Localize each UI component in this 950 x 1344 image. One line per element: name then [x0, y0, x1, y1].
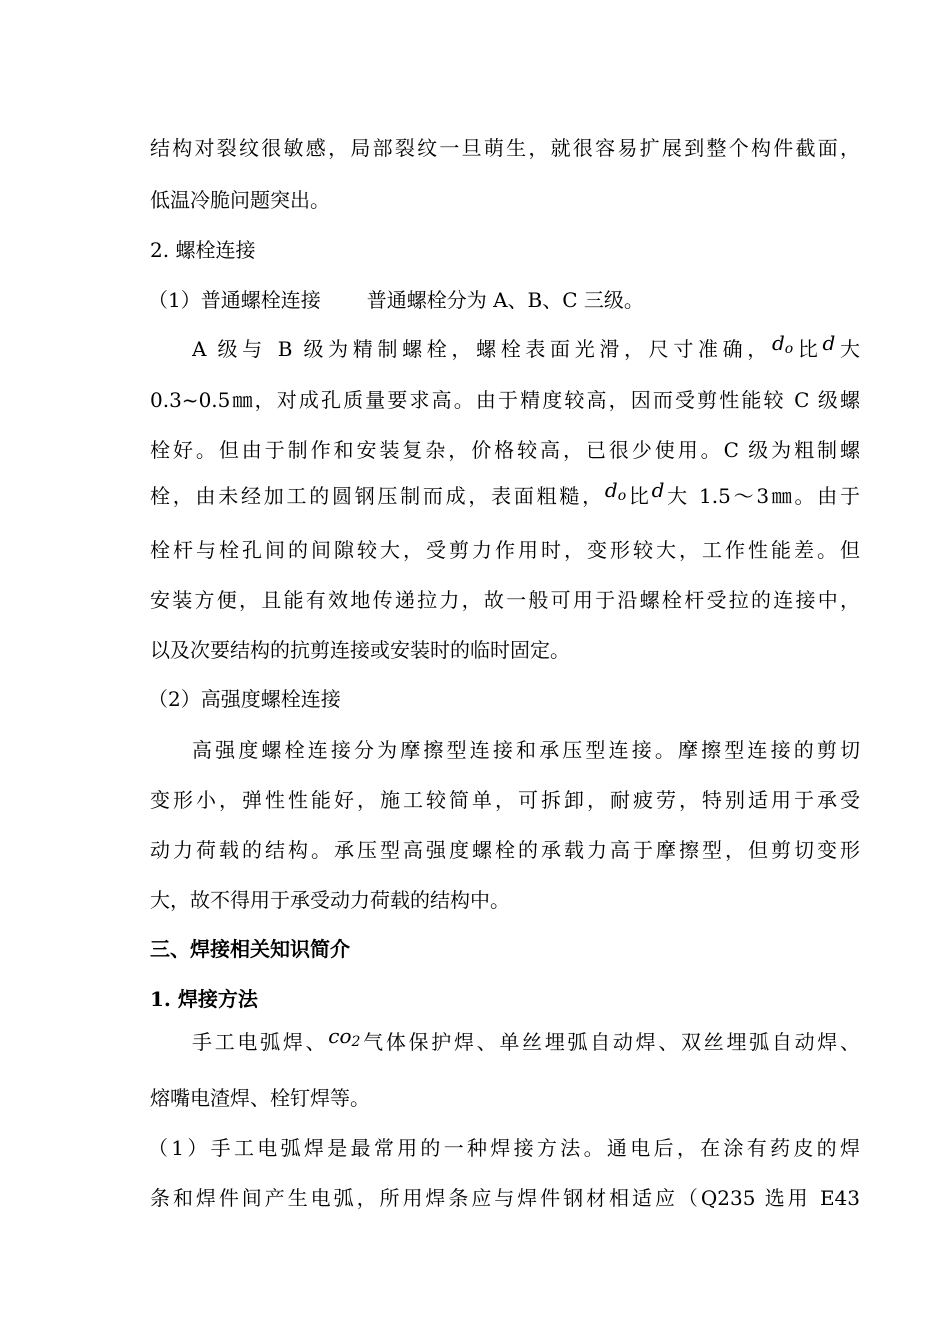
- math-symbol: d: [651, 478, 665, 502]
- section-heading: 1. 焊接方法: [150, 987, 258, 1011]
- text-run: 比: [626, 484, 652, 508]
- text-run: 气体保护焊、单丝埋弧自动焊、双丝埋弧自动焊、: [360, 1030, 860, 1054]
- paragraph-line: 变形小，弹性性能好，施工较简单，可拆卸，耐疲劳，特别适用于承受: [150, 788, 860, 812]
- subsection-heading: [148, 286, 858, 314]
- paragraph-line: [192, 331, 860, 367]
- subsection-heading: （2）高强度螺栓连接: [148, 687, 341, 711]
- text-run: 栓，由未经加工的圆钢压制而成，表面粗糙，: [150, 484, 605, 508]
- paragraph-line: 动力荷载的结构。承压型高强度螺栓的承载力高于摩擦型，但剪切变形: [150, 838, 860, 862]
- text-run: 大: [835, 337, 860, 361]
- paragraph-line: 熔嘴电渣焊、栓钉焊等。: [150, 1086, 370, 1110]
- paragraph-line: 大，故不得用于承受动力荷载的结构中。: [150, 888, 510, 912]
- math-subscript: 2: [351, 1034, 361, 1050]
- paragraph-line: 高强度螺栓连接分为摩擦型连接和承压型连接。摩擦型连接的剪切: [192, 738, 860, 762]
- paragraph-line: （1）手工电弧焊是最常用的一种焊接方法。通电后，在涂有药皮的焊: [148, 1136, 860, 1160]
- paragraph-line: [192, 1024, 860, 1060]
- paragraph-line: 栓杆与栓孔间的间隙较大，受剪力作用时，变形较大，工作性能差。但: [150, 538, 860, 562]
- text-run: 手工电弧焊、: [192, 1030, 329, 1054]
- subsection-intro: 普通螺栓分为 A、B、C 三级。: [366, 288, 644, 312]
- paragraph-line: [150, 478, 860, 514]
- text-run: 大 1.5～3㎜。由于: [664, 484, 860, 508]
- paragraph-line: 低温冷脆问题突出。: [150, 188, 330, 212]
- paragraph-line: 栓好。但由于制作和安装复杂，价格较高，已很少使用。C 级为粗制螺: [150, 438, 860, 462]
- paragraph-line: 0.3~0.5㎜，对成孔质量要求高。由于精度较高，因而受剪性能较 C 级螺: [150, 388, 860, 412]
- subsection-title: （1）普通螺栓连接: [148, 288, 321, 312]
- text-run: A 级与 B 级为精制螺栓，螺栓表面光滑，尺寸准确，: [192, 337, 772, 361]
- paragraph-line: 条和焊件间产生电弧，所用焊条应与焊件钢材相适应（Q235 选用 E43: [150, 1186, 860, 1210]
- math-symbol: d: [604, 478, 618, 502]
- paragraph-line: 以及次要结构的抗剪连接或安装时的临时固定。: [150, 638, 570, 662]
- paragraph-line: 结构对裂纹很敏感，局部裂纹一旦萌生，就很容易扩展到整个构件截面，: [150, 136, 860, 160]
- math-symbol: d: [771, 331, 785, 355]
- math-subscript: o: [784, 341, 794, 357]
- math-d-o: [772, 331, 793, 355]
- math-co2: [328, 1024, 360, 1048]
- math-symbol: d: [822, 331, 836, 355]
- math-subscript: o: [617, 488, 627, 504]
- math-d-o: [605, 478, 626, 502]
- section-heading: 2. 螺栓连接: [150, 238, 256, 262]
- chapter-heading: 三、焊接相关知识简介: [150, 937, 350, 961]
- paragraph-line: 安装方便，且能有效地传递拉力，故一般可用于沿螺栓杆受拉的连接中，: [150, 588, 860, 612]
- math-symbol: co: [328, 1024, 352, 1048]
- text-run: 比: [793, 337, 823, 361]
